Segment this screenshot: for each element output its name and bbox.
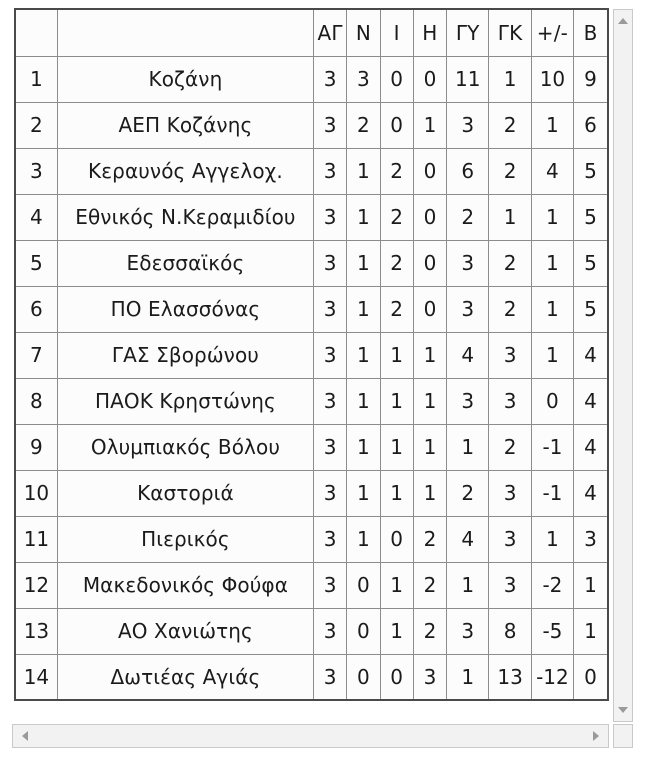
cell-rank: 9 — [15, 424, 57, 470]
cell-rank: 8 — [15, 378, 57, 424]
column-header-points: Β — [574, 9, 608, 56]
cell-wins: 2 — [347, 102, 380, 148]
cell-draws: 1 — [380, 424, 413, 470]
cell-wins: 0 — [347, 562, 380, 608]
cell-losses: 1 — [413, 332, 446, 378]
cell-rank: 10 — [15, 470, 57, 516]
cell-matches-played: 3 — [314, 378, 347, 424]
cell-points: 5 — [574, 286, 608, 332]
cell-wins: 1 — [347, 470, 380, 516]
cell-points: 9 — [574, 56, 608, 102]
cell-draws: 1 — [380, 332, 413, 378]
cell-goal-difference: 1 — [531, 332, 573, 378]
cell-wins: 1 — [347, 286, 380, 332]
table-row[interactable] — [15, 608, 608, 654]
cell-team-name: ΠΟ Ελασσόνας — [57, 286, 313, 332]
scrollbar-corner — [613, 724, 633, 748]
cell-wins: 1 — [347, 148, 380, 194]
cell-goals-for: 4 — [447, 516, 489, 562]
table-body — [15, 56, 608, 700]
cell-team-name: Μακεδονικός Φούφα — [57, 562, 313, 608]
cell-goal-difference: 1 — [531, 102, 573, 148]
cell-points: 3 — [574, 516, 608, 562]
cell-losses: 0 — [413, 240, 446, 286]
cell-team-name: Κεραυνός Αγγελοχ. — [57, 148, 313, 194]
cell-goals-for: 1 — [447, 562, 489, 608]
cell-team-name: Κοζάνη — [57, 56, 313, 102]
cell-points: 1 — [574, 562, 608, 608]
cell-draws: 0 — [380, 102, 413, 148]
cell-points: 4 — [574, 470, 608, 516]
cell-goal-difference: -1 — [531, 470, 573, 516]
cell-wins: 1 — [347, 240, 380, 286]
cell-points: 4 — [574, 424, 608, 470]
cell-wins: 0 — [347, 654, 380, 700]
table-row[interactable] — [15, 56, 608, 102]
cell-wins: 1 — [347, 332, 380, 378]
cell-goals-against: 2 — [489, 240, 531, 286]
cell-goals-for: 3 — [447, 608, 489, 654]
column-header-team — [57, 9, 313, 56]
cell-goal-difference: 10 — [531, 56, 573, 102]
cell-draws: 2 — [380, 148, 413, 194]
arrow-left-icon — [22, 731, 28, 741]
cell-goal-difference: -12 — [531, 654, 573, 700]
cell-wins: 0 — [347, 608, 380, 654]
cell-draws: 2 — [380, 194, 413, 240]
cell-losses: 2 — [413, 608, 446, 654]
table-header — [15, 9, 608, 56]
cell-goal-difference: 0 — [531, 378, 573, 424]
cell-team-name: Εδεσσαϊκός — [57, 240, 313, 286]
cell-matches-played: 3 — [314, 332, 347, 378]
cell-goals-for: 2 — [447, 194, 489, 240]
cell-matches-played: 3 — [314, 56, 347, 102]
cell-wins: 1 — [347, 516, 380, 562]
cell-goals-for: 3 — [447, 286, 489, 332]
cell-draws: 1 — [380, 378, 413, 424]
cell-points: 4 — [574, 332, 608, 378]
cell-goal-difference: 1 — [531, 240, 573, 286]
cell-matches-played: 3 — [314, 516, 347, 562]
cell-losses: 1 — [413, 424, 446, 470]
cell-losses: 2 — [413, 562, 446, 608]
cell-draws: 0 — [380, 654, 413, 700]
cell-goals-for: 4 — [447, 332, 489, 378]
column-header-losses: Η — [413, 9, 446, 56]
cell-team-name: ΠΑΟΚ Κρηστώνης — [57, 378, 313, 424]
cell-losses: 3 — [413, 654, 446, 700]
cell-goals-against: 1 — [489, 56, 531, 102]
cell-goals-against: 3 — [489, 470, 531, 516]
cell-rank: 5 — [15, 240, 57, 286]
cell-matches-played: 3 — [314, 470, 347, 516]
table-row[interactable] — [15, 148, 608, 194]
table-row[interactable] — [15, 424, 608, 470]
cell-team-name: ΑΕΠ Κοζάνης — [57, 102, 313, 148]
cell-goals-for: 3 — [447, 240, 489, 286]
cell-points: 5 — [574, 194, 608, 240]
cell-rank: 2 — [15, 102, 57, 148]
cell-team-name: Ολυμπιακός Βόλου — [57, 424, 313, 470]
cell-goal-difference: 1 — [531, 286, 573, 332]
cell-points: 5 — [574, 148, 608, 194]
cell-points: 1 — [574, 608, 608, 654]
cell-matches-played: 3 — [314, 286, 347, 332]
cell-goal-difference: -2 — [531, 562, 573, 608]
table-row[interactable] — [15, 194, 608, 240]
cell-points: 6 — [574, 102, 608, 148]
cell-team-name: Δωτιέας Αγιάς — [57, 654, 313, 700]
table-row[interactable] — [15, 470, 608, 516]
column-header-matches-played: ΑΓ — [314, 9, 347, 56]
cell-goal-difference: -1 — [531, 424, 573, 470]
cell-matches-played: 3 — [314, 654, 347, 700]
scroll-down-button[interactable] — [614, 701, 632, 719]
cell-goals-against: 3 — [489, 332, 531, 378]
scroll-right-button[interactable] — [586, 725, 606, 747]
cell-wins: 1 — [347, 194, 380, 240]
arrow-up-icon — [618, 18, 628, 24]
cell-rank: 3 — [15, 148, 57, 194]
cell-matches-played: 3 — [314, 608, 347, 654]
cell-matches-played: 3 — [314, 240, 347, 286]
cell-goals-against: 2 — [489, 424, 531, 470]
cell-rank: 13 — [15, 608, 57, 654]
cell-losses: 1 — [413, 470, 446, 516]
cell-goal-difference: 1 — [531, 194, 573, 240]
cell-losses: 0 — [413, 56, 446, 102]
cell-points: 4 — [574, 378, 608, 424]
cell-rank: 12 — [15, 562, 57, 608]
cell-goals-for: 3 — [447, 102, 489, 148]
column-header-rank — [15, 9, 57, 56]
table-row[interactable] — [15, 286, 608, 332]
table-row[interactable] — [15, 102, 608, 148]
cell-goals-for: 3 — [447, 378, 489, 424]
cell-team-name: Καστοριά — [57, 470, 313, 516]
cell-team-name: Εθνικός Ν.Κεραμιδίου — [57, 194, 313, 240]
scroll-left-button[interactable] — [15, 725, 35, 747]
column-header-goals-against: ΓΚ — [489, 9, 531, 56]
table-scroll-viewport[interactable] — [14, 8, 609, 723]
table-row[interactable] — [15, 240, 608, 286]
cell-rank: 1 — [15, 56, 57, 102]
cell-goals-against: 2 — [489, 102, 531, 148]
cell-matches-played: 3 — [314, 562, 347, 608]
cell-goals-against: 3 — [489, 562, 531, 608]
cell-rank: 6 — [15, 286, 57, 332]
cell-goals-for: 2 — [447, 470, 489, 516]
column-header-draws: Ι — [380, 9, 413, 56]
table-row[interactable] — [15, 654, 608, 700]
cell-matches-played: 3 — [314, 194, 347, 240]
cell-goal-difference: 4 — [531, 148, 573, 194]
arrow-down-icon — [618, 707, 628, 713]
column-header-goals-for: ΓΥ — [447, 9, 489, 56]
vertical-scrollbar[interactable] — [613, 9, 633, 722]
table-row[interactable] — [15, 562, 608, 608]
cell-draws: 0 — [380, 56, 413, 102]
cell-rank: 7 — [15, 332, 57, 378]
cell-draws: 2 — [380, 286, 413, 332]
cell-goals-for: 11 — [447, 56, 489, 102]
cell-goals-against: 3 — [489, 378, 531, 424]
cell-goals-for: 1 — [447, 424, 489, 470]
cell-goals-for: 6 — [447, 148, 489, 194]
cell-wins: 1 — [347, 424, 380, 470]
horizontal-scrollbar[interactable] — [12, 724, 609, 748]
cell-goals-against: 8 — [489, 608, 531, 654]
cell-rank: 11 — [15, 516, 57, 562]
cell-goals-against: 3 — [489, 516, 531, 562]
table-row[interactable] — [15, 378, 608, 424]
cell-rank: 14 — [15, 654, 57, 700]
cell-goals-against: 1 — [489, 194, 531, 240]
cell-rank: 4 — [15, 194, 57, 240]
cell-draws: 1 — [380, 608, 413, 654]
table-row[interactable] — [15, 516, 608, 562]
cell-draws: 0 — [380, 516, 413, 562]
cell-matches-played: 3 — [314, 148, 347, 194]
column-header-goal-difference: +/- — [531, 9, 573, 56]
cell-losses: 0 — [413, 286, 446, 332]
cell-goals-for: 1 — [447, 654, 489, 700]
cell-goal-difference: 1 — [531, 516, 573, 562]
cell-losses: 0 — [413, 194, 446, 240]
cell-losses: 0 — [413, 148, 446, 194]
cell-wins: 1 — [347, 378, 380, 424]
cell-losses: 2 — [413, 516, 446, 562]
cell-draws: 1 — [380, 470, 413, 516]
cell-team-name: Πιερικός — [57, 516, 313, 562]
scroll-up-button[interactable] — [614, 12, 632, 30]
cell-points: 5 — [574, 240, 608, 286]
cell-matches-played: 3 — [314, 102, 347, 148]
cell-goals-against: 13 — [489, 654, 531, 700]
cell-team-name: ΓΑΣ Σβορώνου — [57, 332, 313, 378]
cell-goals-against: 2 — [489, 286, 531, 332]
cell-points: 0 — [574, 654, 608, 700]
cell-draws: 1 — [380, 562, 413, 608]
cell-team-name: ΑΟ Χανιώτης — [57, 608, 313, 654]
cell-losses: 1 — [413, 102, 446, 148]
cell-losses: 1 — [413, 378, 446, 424]
cell-wins: 3 — [347, 56, 380, 102]
arrow-right-icon — [593, 731, 599, 741]
header-row — [15, 9, 608, 56]
table-row[interactable] — [15, 332, 608, 378]
cell-goal-difference: -5 — [531, 608, 573, 654]
league-standings-table — [14, 8, 609, 701]
cell-matches-played: 3 — [314, 424, 347, 470]
column-header-wins: Ν — [347, 9, 380, 56]
cell-goals-against: 2 — [489, 148, 531, 194]
cell-draws: 2 — [380, 240, 413, 286]
